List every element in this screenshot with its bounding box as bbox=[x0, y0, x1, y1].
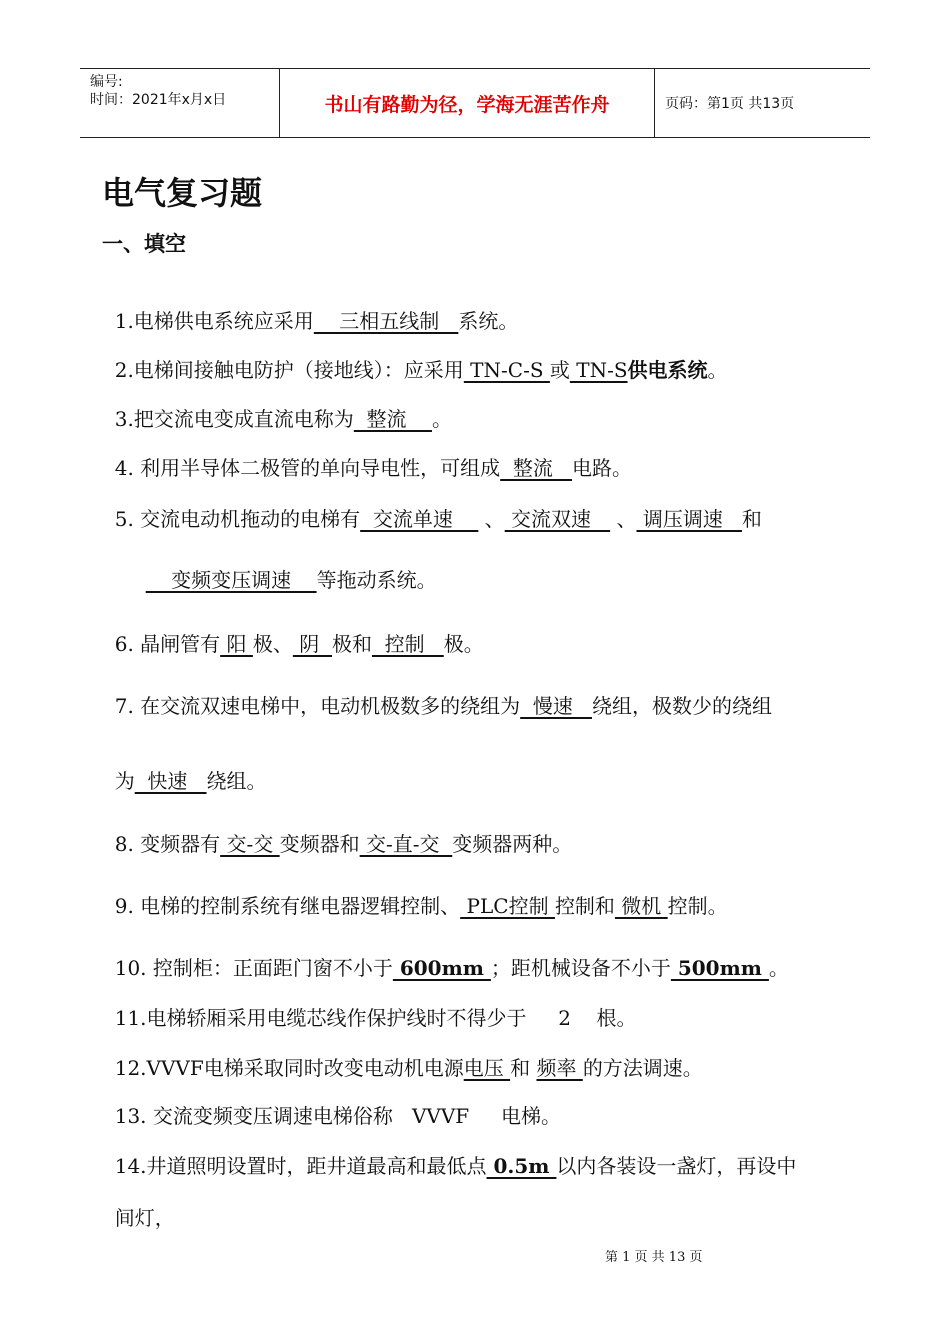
question-9: 9. 电梯的控制系统有继电器逻辑控制、 PLC控制 控制和 微机 控制。 bbox=[114, 894, 728, 918]
answer: 变频变压调速 bbox=[145, 568, 317, 592]
answer: 整流 bbox=[353, 407, 432, 431]
question-4: 4. 利用半导体二极管的单向导电性，可组成 整流 电路。 bbox=[114, 456, 632, 480]
question-2: 2.电梯间接触电防护（接地线）：应采用 TN-C-S 或 TN-S供电系统。 bbox=[114, 358, 728, 382]
header-page-info: 页码：第1页 共13页 bbox=[665, 96, 795, 112]
question-7-cont: 为 快速 绕组。 bbox=[114, 769, 267, 793]
answer: 频率 bbox=[536, 1056, 583, 1080]
header-meta bbox=[80, 69, 280, 137]
question-7: 7. 在交流双速电梯中，电动机极数多的绕组为 慢速 绕组，极数少的绕组 bbox=[114, 694, 772, 718]
question-10: 10. 控制柜：正面距门窗不小于 600mm ；距机械设备不小于 500mm 。 bbox=[114, 956, 789, 980]
footer-page-number: 第 1 页 共 13 页 bbox=[605, 1250, 703, 1265]
answer: TN-S bbox=[569, 358, 628, 382]
answer: 阳 bbox=[220, 632, 253, 656]
question-5-cont: 变频变压调速 等拖动系统。 bbox=[145, 568, 437, 592]
question-14-cont: 间灯， bbox=[114, 1206, 175, 1230]
page-header bbox=[80, 68, 870, 138]
answer: 0.5m bbox=[486, 1154, 557, 1178]
answer: 600mm bbox=[392, 956, 491, 980]
time-label: 时间：2021年x月x日 bbox=[90, 92, 227, 108]
section-heading: 一、填空 bbox=[102, 232, 186, 256]
answer: PLC控制 bbox=[460, 894, 555, 918]
question-3: 3.把交流电变成直流电称为 整流 。 bbox=[114, 407, 452, 431]
question-14: 14.井道照明设置时，距井道最高和最低点 0.5m 以内各装设一盏灯，再设中 bbox=[114, 1154, 797, 1178]
question-8: 8. 变频器有 交-交 变频器和 交-直-交 变频器两种。 bbox=[114, 832, 573, 856]
answer: 阴 bbox=[292, 632, 332, 656]
answer: 交-直-交 bbox=[359, 832, 453, 856]
answer: 交-交 bbox=[220, 832, 280, 856]
number-label: 编号: bbox=[90, 74, 123, 90]
answer: 调压调速 bbox=[636, 507, 742, 531]
document-title: 电气复习题 bbox=[102, 174, 263, 212]
answer: 电压 bbox=[463, 1056, 511, 1080]
question-5: 5. 交流电动机拖动的电梯有 交流单速 、 交流双速 、 调压调速 和 bbox=[114, 507, 762, 531]
answer: 控制 bbox=[371, 632, 444, 656]
header-motto: 书山有路勤为径，学海无涯苦作舟 bbox=[280, 69, 655, 137]
answer: 三相五线制 bbox=[313, 309, 459, 333]
answer: 慢速 bbox=[520, 694, 592, 718]
answer: TN-C-S bbox=[463, 358, 550, 382]
answer: 快速 bbox=[134, 769, 207, 793]
answer: 微机 bbox=[614, 894, 668, 918]
question-11: 11.电梯轿厢采用电缆芯线作保护线时不得少于 2 根。 bbox=[114, 1006, 637, 1030]
answer: 整流 bbox=[500, 456, 572, 480]
answer: 交流双速 bbox=[504, 507, 611, 531]
answer: 交流单速 bbox=[360, 507, 479, 531]
question-12: 12.VVVF电梯采取同时改变电动机电源电压 和 频率 的方法调速。 bbox=[114, 1056, 703, 1080]
question-1: 1.电梯供电系统应采用 三相五线制 系统。 bbox=[114, 309, 519, 333]
question-6: 6. 晶闸管有 阳 极、 阴 极和 控制 极。 bbox=[114, 632, 484, 656]
answer: 500mm bbox=[670, 956, 769, 980]
question-13: 13. 交流变频变压调速电梯俗称 VVVF 电梯。 bbox=[114, 1104, 561, 1128]
